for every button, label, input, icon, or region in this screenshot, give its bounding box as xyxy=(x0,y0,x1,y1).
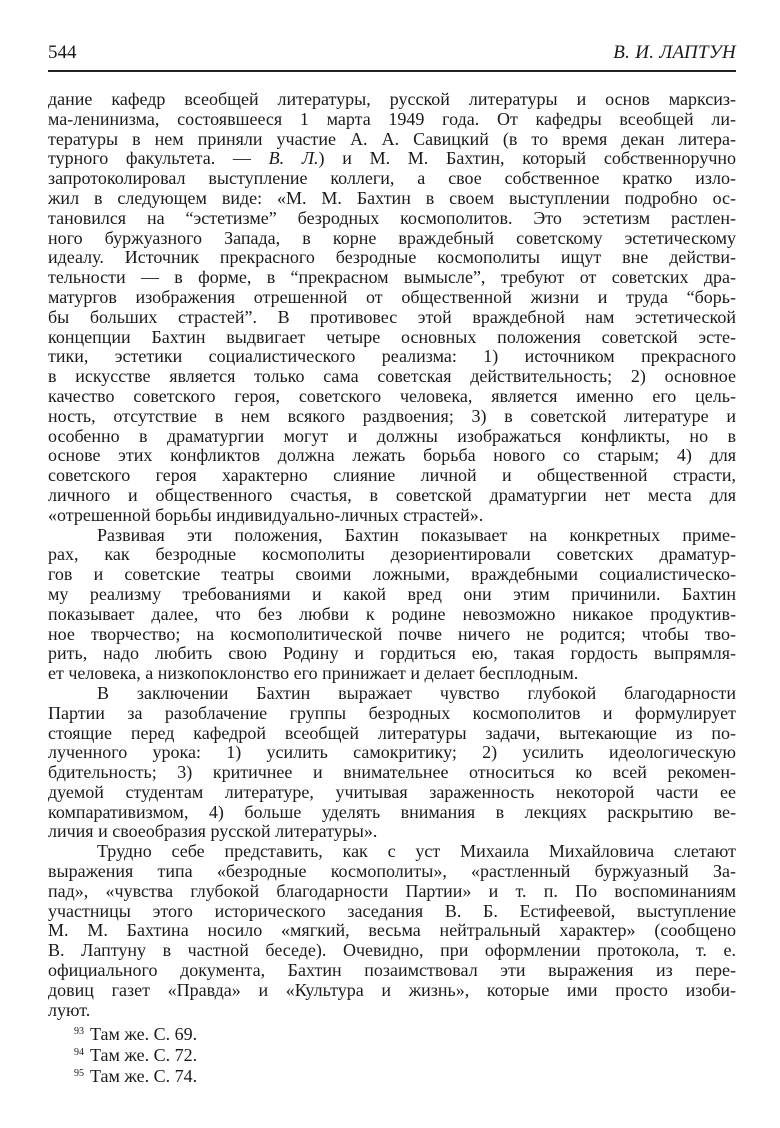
text-line: «отрешенной борьбы индивидуально-личных страстей». xyxy=(48,505,484,525)
text-line: выражения типа «безродные космополиты», «растленный буржуазный За- xyxy=(48,862,736,882)
footnotes xyxy=(48,1021,736,1087)
text-line: бдительность; 3) критичнее и внимательнее относиться ко всей рекомен- xyxy=(48,763,736,783)
text-segment: турного факультета. — xyxy=(48,149,269,169)
text-line: тельности — в форме, в “прекрасном вымысле”, требуют от советских дра- xyxy=(48,268,736,288)
text-line: личия и своеобразия русской литературы». xyxy=(48,822,378,842)
text-line: ного буржуазного Запада, в корне враждебный советскому эстетическому xyxy=(48,228,736,248)
text-line: луют. xyxy=(48,1000,91,1020)
text-line: М. М. Бахтина носило «мягкий, весьма нейтральный характер» (сообщено xyxy=(48,921,736,941)
text-line: Трудно себе представить, как с уст Михаила Михайловича слетают xyxy=(97,842,736,862)
text-line xyxy=(48,149,736,169)
text-line: бы больших страстей”. В противовес этой враждебной нам эстетической xyxy=(48,307,736,327)
text-line: лученного урока: 1) усилить самокритику; 2) усилить идеологическую xyxy=(48,743,736,763)
text-line: стоящие перед кафедрой всеобщей литературы задачи, вытекающие из по- xyxy=(48,723,736,743)
text-line: дание кафедр всеобщей литературы, русской литературы и основ марксиз- xyxy=(48,90,736,109)
running-head-author: В. И. ЛАПТУН xyxy=(613,42,736,63)
text-line: дуемой студентам литературе, учитывая зараженность некоторой части ее xyxy=(48,782,736,802)
text-line: идеалу. Источник прекрасного безродные космополиты ищут вне действи- xyxy=(48,248,736,268)
text-line: пад», «чувства глубокой благодарности Партии» и т. п. По воспоминаниям xyxy=(48,881,736,901)
text-line: В заключении Бахтин выражает чувство глубокой благодарности xyxy=(97,683,736,703)
text-line: компаративизмом, 4) больше уделять внимания в лекциях раскрытию ве- xyxy=(48,802,736,822)
italic-initials: В. Л. xyxy=(268,149,319,169)
footnote-text: Там же. С. 74. xyxy=(90,1066,198,1087)
footnote xyxy=(48,1042,736,1066)
text-line: ма-ленинизма, состоявшееся 1 марта 1949 года. От кафедры всеобщей ли- xyxy=(48,109,736,129)
text-line: Развивая эти положения, Бахтин показывает на конкретных приме- xyxy=(97,525,736,545)
text-line: тановился на “эстетизме” безродных космополитов. Это эстетизм растлен- xyxy=(48,208,736,228)
text-line: тературы в нем приняли участие А. А. Савицкий (в то время декан литера- xyxy=(48,129,736,149)
footnote-text: Там же. С. 72. xyxy=(90,1045,198,1066)
text-segment: ) и М. М. Бахтин, который собственноручно xyxy=(318,149,736,169)
text-line: му реализму требованиями и какой вред они этим причинили. Бахтин xyxy=(48,584,736,604)
footnote-number: 93 xyxy=(74,1026,84,1038)
text-line: ет человека, а низкопоклонство его принижает и делает бесплодным. xyxy=(48,664,579,684)
text-line: рить, надо любить свою Родину и гордиться ею, такая гордость выпрямля- xyxy=(48,644,736,664)
text-line: жил в следующем виде: «М. М. Бахтин в своем выступлении подробно ос- xyxy=(48,188,736,208)
footnote-number: 95 xyxy=(74,1068,84,1080)
text-line: довиц газет «Правда» и «Культура и жизнь», которые ими просто изоби- xyxy=(48,980,736,1000)
text-line: рах, как безродные космополиты дезориентировали советских драматур- xyxy=(48,545,736,565)
text-line: матургов изображения отрешенной от общественной жизни и труда “борь- xyxy=(48,287,736,307)
text-line: официального документа, Бахтин позаимствовал эти выражения из пере- xyxy=(48,961,736,981)
text-line: тики, эстетики социалистического реализма: 1) источником прекрасного xyxy=(48,347,736,367)
text-line: личного и общественного счастья, в советской драматургии нет места для xyxy=(48,485,736,505)
text-line: В. Лаптуну в частной беседе). Очевидно, при оформлении протокола, т. е. xyxy=(48,941,736,961)
text-line: показывает далее, что без любви к родине невозможно никакое продуктив- xyxy=(48,604,736,624)
page-number: 544 xyxy=(48,42,77,63)
body-text xyxy=(48,90,736,1087)
text-line: Партии за разоблачение группы безродных космополитов и формулирует xyxy=(48,703,736,723)
text-line: концепции Бахтин выдвигает четыре основных положения советской эсте- xyxy=(48,327,736,347)
footnote xyxy=(48,1063,736,1087)
footnote-number: 94 xyxy=(74,1047,84,1059)
text-line: гов и советские театры своими ложными, враждебными социалистическо- xyxy=(48,565,736,585)
text-line: ность, отсутствие в нем всякого раздвоения; 3) в советской литературе и xyxy=(48,406,736,426)
text-line: участницы этого исторического заседания В. Б. Естифеевой, выступление xyxy=(48,901,736,921)
footnote xyxy=(48,1021,736,1045)
text-line: качество советского героя, советского человека, является именно его цель- xyxy=(48,386,736,406)
paragraph xyxy=(48,526,736,684)
text-line: советского героя характерно слияние личной и общественной страсти, xyxy=(48,466,736,486)
text-line: запротоколировал выступление коллеги, а свое собственное кратко изло- xyxy=(48,169,736,189)
paragraph xyxy=(48,90,736,526)
text-line: особенно в драматургии могут и должны изображаться конфликты, но в xyxy=(48,426,736,446)
running-header xyxy=(48,40,736,72)
text-line: в искусстве является только сама советская действительность; 2) основное xyxy=(48,367,736,387)
text-line: основе этих конфликтов должна лежать борьба нового со старым; 4) для xyxy=(48,446,736,466)
paragraph xyxy=(48,684,736,842)
text-line: ное творчество; на космополитической почве ничего не родится; чтобы тво- xyxy=(48,624,736,644)
footnote-text: Там же. С. 69. xyxy=(90,1024,198,1045)
paragraph xyxy=(48,842,736,1020)
